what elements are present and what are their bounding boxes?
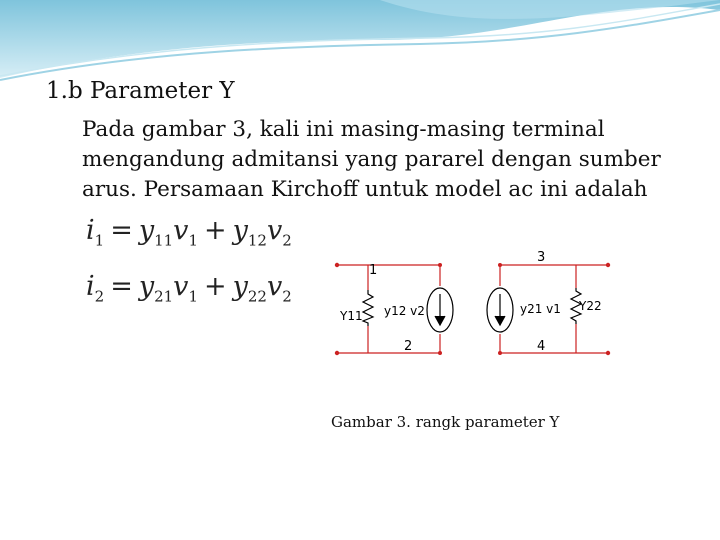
section-heading: 1.b Parameter Y (46, 78, 235, 104)
node-label-2: 2 (404, 339, 413, 354)
paragraph-line: Pada gambar 3, kali ini masing-masing terminal (82, 117, 605, 142)
body-paragraph (82, 115, 702, 205)
component-label-y22: Y22 (579, 299, 602, 313)
component-label-source-1: y12 v2 (384, 304, 425, 318)
resistor-y11 (363, 290, 373, 326)
component-label-y11: Y11 (340, 309, 363, 323)
current-source-1 (427, 288, 453, 332)
equation-i2: $i_2 = y_{21}v_1 + y_{22}v_2$ (86, 271, 292, 306)
header-wave-decoration (0, 0, 720, 90)
node-label-4: 4 (537, 339, 546, 354)
circuit-wires (337, 265, 608, 353)
equation-i1: $i_1 = y_{11}v_1 + y_{12}v_2$ (86, 215, 292, 250)
paragraph-line: arus. Persamaan Kirchoff untuk model ac ini adalah (82, 177, 648, 202)
component-label-source-2: y21 v1 (520, 302, 561, 316)
node-label-3: 3 (537, 250, 546, 265)
paragraph-line: mengandung admitansi yang pararel dengan sumber (82, 147, 661, 172)
circuit-figure (318, 222, 625, 402)
circuit-diagram (318, 222, 625, 402)
node-label-1: 1 (369, 263, 378, 278)
figure-caption: Gambar 3. rangk parameter Y (331, 413, 560, 431)
current-source-2 (487, 288, 513, 332)
